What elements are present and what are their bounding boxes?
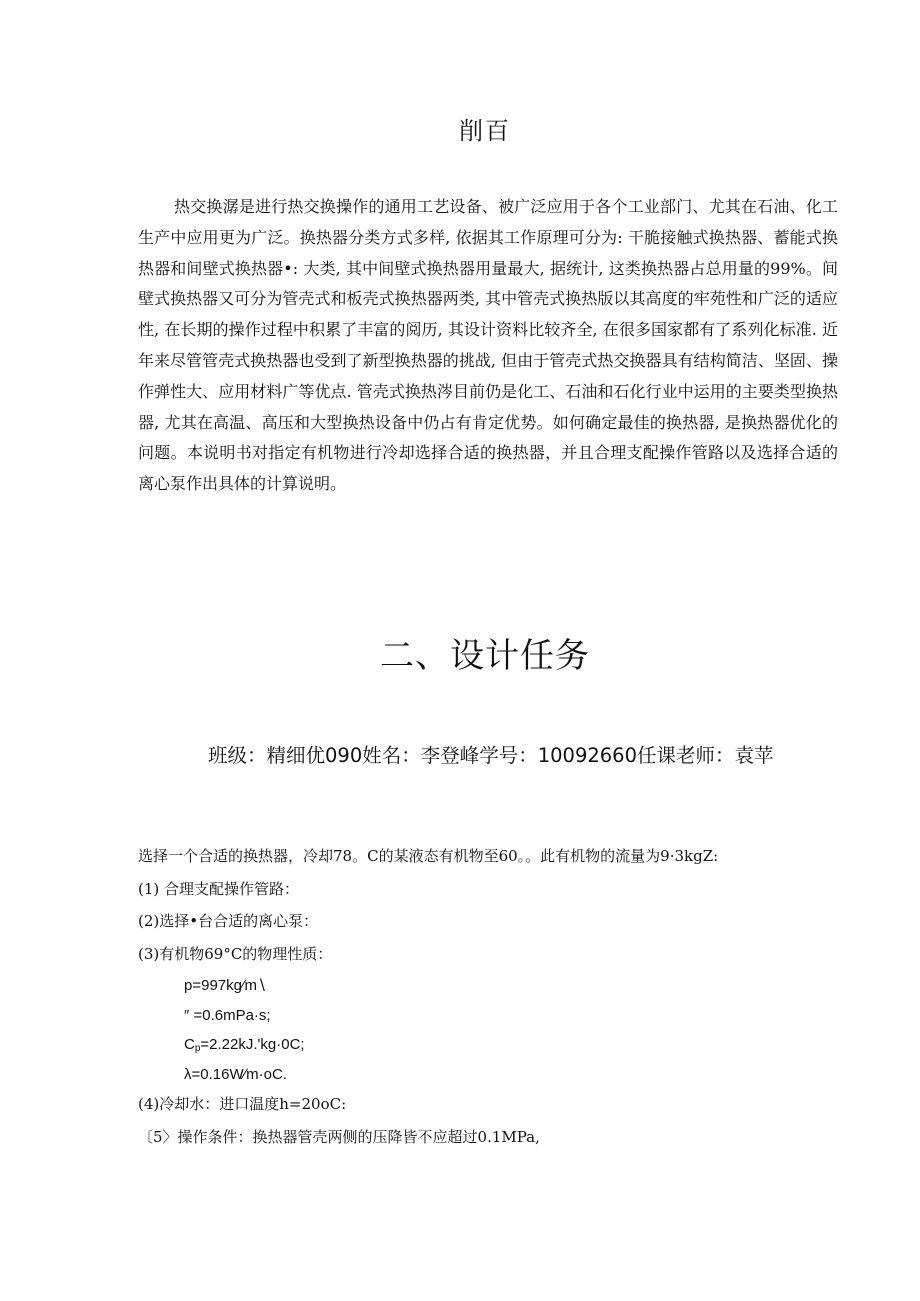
physical-properties [138, 975, 838, 1093]
property-heat-capacity [184, 1034, 838, 1064]
heat-capacity-subscript: p [194, 1043, 201, 1054]
heat-capacity-value: =2.22kJ.'kg·0C; [200, 1036, 305, 1053]
task-list [138, 845, 838, 1158]
preface-heading: 削百 [459, 117, 511, 145]
student-info-line: 班级：精细优090姓名：李登峰学号：10092660任课老师：袁苹 [208, 744, 774, 767]
preface-paragraph: 热交换潺是进行热交换操作的通用工艺设备、被广泛应用于各个工业部门、尤其在石油、化工生产中应用更为广泛。换热器分类方式多样, 依据其工作原理可分为: 干脆接触式换热器、蓄能式换热器和间壁式换热器•: 大类, 其中间壁式换热器用量最大, 据统计, 这类换热器占总用量的99%。间壁式换热器又可分为管壳式和板壳式换热器两类, 其中管壳式换热版以其高度的牢苑性和广泛的适应性, 在长期的操作过程中积累了丰富的阅历, 其设计资料比较齐全, 在很多国家都有了系列化标准. 近年来尽管管壳式换热器也受到了新型换热器的挑战, 但由于管壳式热交换器具有结构简洁、坚固、操作弹性大、应用材料广等优点. 管壳式换热涔目前仍是化工、石油和石化行业中运用的主要类型换热器, 尤其在高温、高压和大型换热设备中仍占有肯定优势。如何确定最佳的换热器, 是换热器优化的问题。本说明书对指定有机物进行冷却选择合适的换热器，并且合理支配操作管路以及选择合适的离心泵作出具体的计算说明。 [138, 197, 838, 494]
property-conductivity: λ=0.16W∕m·oC. [184, 1065, 287, 1083]
property-density: p=997kg∕m∖ [184, 977, 267, 994]
heat-capacity-symbol: C [184, 1036, 195, 1053]
task-line-3: (3)有机物69°C的物理性质： [138, 944, 333, 963]
design-task-heading: 二、设计任务 [380, 636, 590, 676]
task-line-2: (2)选择•台合适的离心泵： [138, 912, 319, 930]
task-line-intro: 选择一个合适的换热器，冷却78。C的某液态有机物至60。。此有机物的流量为9·3kgZ: [138, 847, 719, 865]
task-line-1: (1) 合理支配操作管路： [138, 879, 300, 898]
task-line-5: 〔5〉操作条件：换热器管壳两侧的压降皆不应超过0.1MPa, [138, 1127, 540, 1146]
property-viscosity: ″ =0.6mPa·s; [184, 1006, 271, 1024]
task-line-4: (4)冷却水：进口温度h=20oC: [138, 1095, 347, 1113]
